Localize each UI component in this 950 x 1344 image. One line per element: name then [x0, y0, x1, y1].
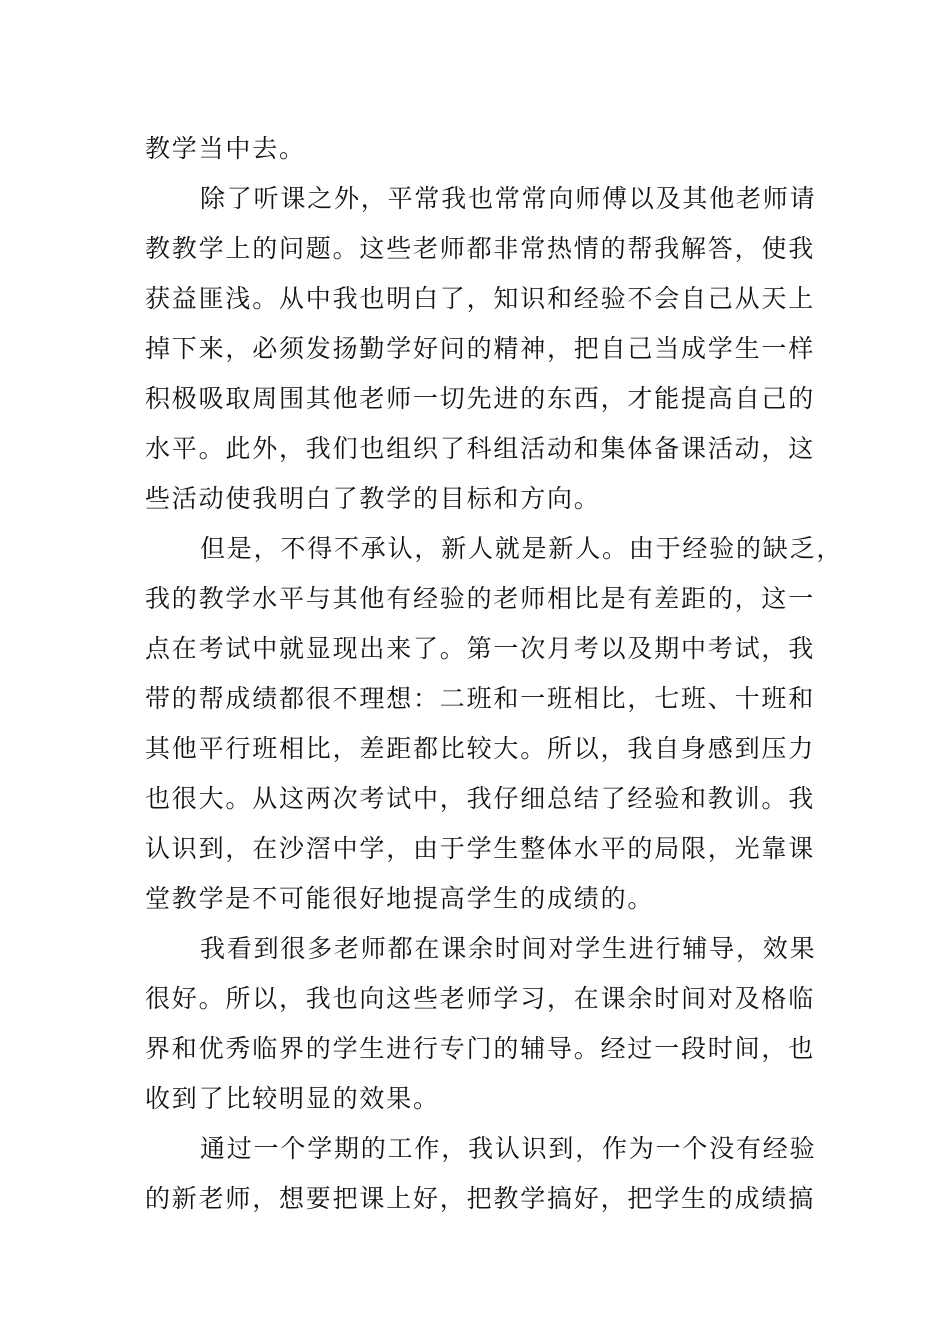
text-line: 界和优秀临界的学生进行专门的辅导。经过一段时间，也	[145, 1034, 816, 1063]
paragraph-first-line: 我看到很多老师都在课余时间对学生进行辅导，效果	[200, 934, 817, 963]
text-line: 堂教学是不可能很好地提高学生的成绩的。	[145, 884, 655, 913]
text-line: 带的帮成绩都很不理想：二班和一班相比，七班、十班和	[145, 684, 816, 713]
text-line: 其他平行班相比，差距都比较大。所以，我自身感到压力	[145, 734, 816, 763]
document-body	[145, 124, 844, 1224]
text-line: 掉下来，必须发扬勤学好问的精神，把自己当成学生一样	[145, 334, 816, 363]
text-line: 获益匪浅。从中我也明白了，知识和经验不会自己从天上	[145, 284, 816, 313]
text-line: 积极吸取周围其他老师一切先进的东西，才能提高自己的	[145, 384, 816, 413]
paragraph-first-line: 通过一个学期的工作，我认识到，作为一个没有经验	[200, 1134, 817, 1163]
text-line: 些活动使我明白了教学的目标和方向。	[145, 484, 601, 513]
text-line: 的新老师，想要把课上好，把教学搞好，把学生的成绩搞	[145, 1184, 816, 1213]
text-line: 很好。所以，我也向这些老师学习，在课余时间对及格临	[145, 984, 816, 1013]
text-line: 收到了比较明显的效果。	[145, 1084, 440, 1113]
text-line: 水平。此外，我们也组织了科组活动和集体备课活动，这	[145, 434, 816, 463]
paragraph-first-line: 除了听课之外，平常我也常常向师傅以及其他老师请	[200, 184, 817, 213]
text-line: 点在考试中就显现出来了。第一次月考以及期中考试，我	[145, 634, 816, 663]
paragraph-first-line: 但是，不得不承认，新人就是新人。由于经验的缺乏，	[200, 534, 844, 563]
text-line: 也很大。从这两次考试中，我仔细总结了经验和教训。我	[145, 784, 816, 813]
text-line: 教学当中去。	[145, 134, 306, 163]
text-line: 我的教学水平与其他有经验的老师相比是有差距的，这一	[145, 584, 816, 613]
text-line: 教教学上的问题。这些老师都非常热情的帮我解答，使我	[145, 234, 816, 263]
text-line: 认识到，在沙滘中学，由于学生整体水平的局限，光靠课	[145, 834, 816, 863]
